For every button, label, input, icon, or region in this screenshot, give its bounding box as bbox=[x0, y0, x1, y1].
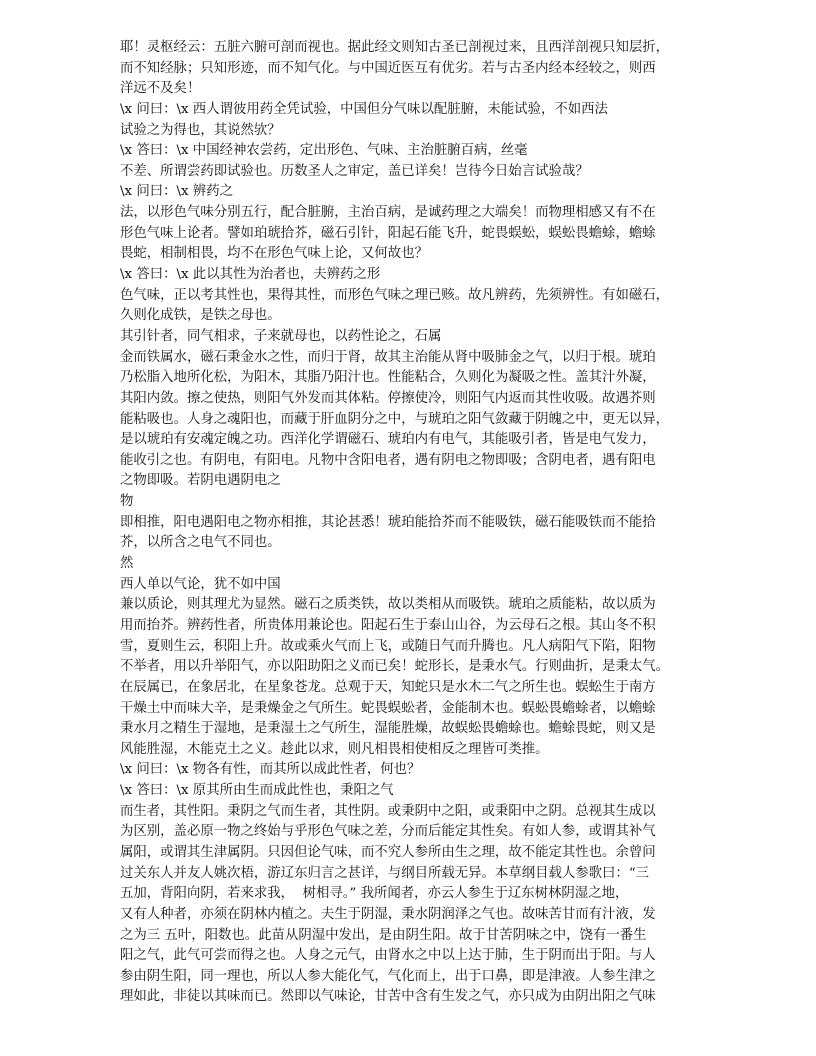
text-line: 耶！灵枢经云：五脏六腑可剖而视也。据此经文则知古圣已剖视过来，且西洋剖视只知层折， bbox=[120, 40, 670, 55]
text-line: 法，以形色气味分别五行，配合脏腑，主治百病，是诚药理之大端矣！而物理相感又有不在 bbox=[120, 205, 656, 221]
text-line: 过关东人并友人姚次梧，游辽东归言之甚详，与纲目所载无异。本草纲目载人参歌曰：“三 bbox=[120, 865, 650, 881]
text-line: 畏蛇，相制相畏，均不在形色气味上论，又何故也？ bbox=[120, 246, 428, 262]
text-line: 金而铁属水，磁石秉金水之性，而归于肾，故其主治能从肾中吸肺金之气，以归于根。琥珀 bbox=[120, 349, 656, 365]
text-line: 之物即吸。若阴电遇阴电之 bbox=[120, 473, 281, 489]
text-line: 物 bbox=[120, 494, 134, 510]
text-line: 色气味，正以考其性也，果得其性，而形色气味之理已赅。故凡辨药，先须辨性。有如磁石， bbox=[120, 287, 670, 303]
text-line: 在辰属已，在象居北，在星象苍龙。总观于天，知蛇只是水木二气之所生也。蜈蚣生于南方 bbox=[120, 679, 656, 695]
text-line: 秉水月之精生于湿地，是秉湿土之气所生，湿能胜燥，故蜈蚣畏蟾蜍也。蟾蜍畏蛇，则又是 bbox=[120, 721, 656, 737]
text-line: 属阳，或谓其生津属阴。只因但论气味，而不究人参所由生之理，故不能定其性也。余曾问 bbox=[120, 844, 656, 860]
text-line: 五加，背阳向阴，若来求我， 树相寻。” 我所闻者，亦云人参生于辽东树林阴湿之地， bbox=[120, 886, 629, 902]
text-line: 然 bbox=[120, 556, 134, 572]
text-line: 干燥土中而味大辛，是秉燥金之气所生。蛇畏蜈蚣者，金能制木也。蜈蚣畏蟾蜍者，以蟾蜍 bbox=[120, 700, 656, 716]
text-line: 能收引之也。有阴电，有阳电。凡物中含阳电者，遇有阴电之物即吸；含阴电者，遇有阳电 bbox=[120, 452, 656, 468]
text-line: 西人单以气论，犹不如中国 bbox=[120, 576, 281, 592]
text-line: 风能胜湿，木能克土之义。趁此以求，则凡相畏相使相反之理皆可类推。 bbox=[120, 741, 549, 757]
text-line: 参由阴生阳，同一理也，所以人参大能化气，气化而上，出于口鼻，即是津液。人参生津之 bbox=[120, 968, 656, 984]
text-line: 乃松脂入地所化松，为阳木，其脂乃阳汁也。性能粘合，久则化为凝吸之性。盖其汁外凝， bbox=[120, 370, 656, 386]
text-line: \x 答曰：\x 中国经神农尝药，定出形色、气味、主治脏腑百病，丝毫 bbox=[120, 143, 528, 159]
text-line: 是以琥珀有安魂定魄之功。西洋化学谓磁石、琥珀内有电气，其能吸引者，皆是电气发力， bbox=[120, 432, 656, 448]
text-line: \x 问曰：\x 西人谓彼用药全凭试验，中国但分气味以配脏腑，未能试验，不如西法 bbox=[120, 101, 608, 117]
text-line: 雪，夏则生云，积阳上升。故或乘火气而上飞，或随日气而升腾也。凡人病阳气下陷，阳物 bbox=[120, 638, 656, 654]
text-line: \x 问曰：\x 物各有性，而其所以成此性者，何也？ bbox=[120, 762, 421, 778]
text-line: 形色气味上论者。譬如珀琥拾芥，磁石引针，阳起石能飞升，蛇畏蜈蚣，蜈蚣畏蟾蜍，蟾蜍 bbox=[120, 225, 656, 241]
text-line: 而不知经脉；只知形迹，而不知气化。与中国近医互有优劣。若与古圣内经本经较之，则西 bbox=[120, 60, 656, 76]
text-line: 能粘吸也。人身之魂阳也，而藏于肝血阴分之中，与琥珀之阳气敛藏于阴魄之中，更无以异， bbox=[120, 411, 670, 427]
text-line: 洋远不及矣！ bbox=[120, 81, 201, 97]
text-line: \x 答曰：\x 此以其性为治者也，夫辨药之形 bbox=[120, 267, 381, 283]
text-line: 又有人种者，亦须在阴林内植之。夫生于阴湿，秉水阴润泽之气也。故味苦甘而有汁液，发 bbox=[120, 906, 656, 922]
text-line: 试验之为得也，其说然欤？ bbox=[120, 122, 281, 138]
text-line: 其引针者，同气相求，子来就母也，以药性论之，石属 bbox=[120, 328, 442, 344]
text-line: 阳之气，此气可尝而得之也。人身之元气，由肾水之中以上达于肺，生于阴而出于阳。与人 bbox=[120, 948, 656, 964]
text-line: 之为三 五叶，阳数也。此苗从阴湿中发出，是由阴生阳。故于甘苦阴味之中，饶有一番生 bbox=[120, 927, 647, 943]
text-line: 理如此，非徒以其味而已。然即以气味论，甘苦中含有生发之气，亦只成为由阴出阳之气味 bbox=[120, 989, 656, 1005]
text-line: 其阳内敛。擦之使热，则阳气外发而其体粘。停擦使冷，则阳气内返而其性收吸。故遇芥则 bbox=[120, 390, 656, 406]
text-line: \x 问曰：\x 辨药之 bbox=[120, 184, 233, 200]
text-line: 用而抬芥。辨药性者，所贵体用兼论也。阳起石生于泰山山谷，为云母石之根。其山冬不积 bbox=[120, 617, 656, 633]
text-line: 即相推，阳电遇阳电之物亦相推，其论甚悉！琥珀能拾芥而不能吸铁，磁石能吸铁而不能拾 bbox=[120, 514, 656, 530]
text-line: 不差、所谓尝药即试验也。历数圣人之审定，盖已详矣！岂待今日始言试验哉？ bbox=[120, 163, 589, 179]
text-line: 久则化成铁，是铁之母也。 bbox=[120, 308, 281, 324]
text-line: 兼以质论，则其理尤为显然。磁石之质类铁，故以类相从而吸铁。琥珀之质能粘，故以质为 bbox=[120, 597, 656, 613]
text-line: 不举者，用以升举阳气，亦以阳助阳之义而已矣！蛇形长，是秉水气。行则曲折，是秉太气。 bbox=[120, 659, 670, 675]
text-line: 芥，以所含之电气不同也。 bbox=[120, 535, 281, 551]
text-line: 而生者，其性阳。秉阴之气而生者，其性阴。或秉阴中之阳，或秉阳中之阴。总视其生成以 bbox=[120, 803, 656, 819]
text-line: 为区别，盖必原一物之终始与乎形色气味之差，分而后能定其性矣。有如人参，或谓其补气 bbox=[120, 824, 656, 840]
document-page bbox=[120, 38, 680, 1008]
text-line: \x 答曰：\x 原其所由生而成此性也，秉阳之气 bbox=[120, 783, 394, 799]
